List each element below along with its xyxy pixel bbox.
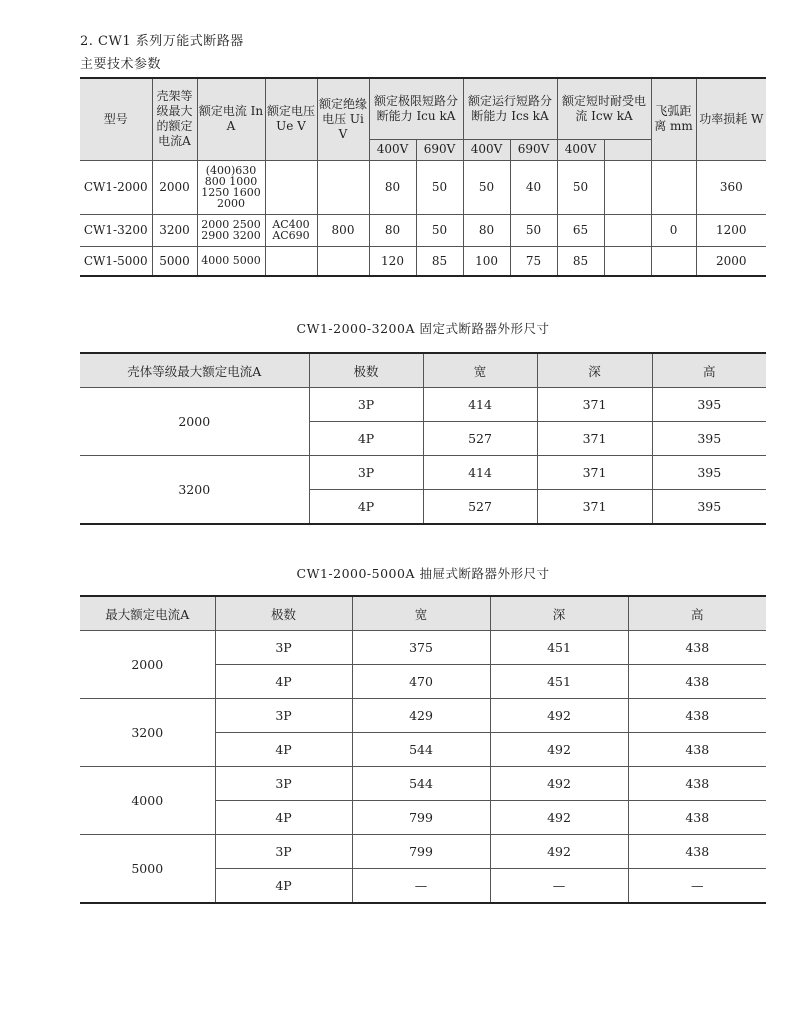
depth-cell: — bbox=[490, 869, 628, 904]
header-insulation-voltage: 额定绝缘电压 Ui V bbox=[317, 78, 369, 160]
current-line: 2900 3200 bbox=[201, 229, 261, 242]
height-cell: 438 bbox=[628, 699, 766, 733]
poles-cell: 3P bbox=[309, 456, 423, 490]
ui-cell bbox=[317, 160, 369, 214]
header-icu-400v: 400V bbox=[369, 139, 416, 160]
ics400-cell: 100 bbox=[463, 246, 510, 276]
current-line: 2000 bbox=[217, 197, 245, 210]
width-cell: 527 bbox=[423, 490, 537, 525]
table-row bbox=[80, 699, 766, 733]
header-ics-690v: 690V bbox=[510, 139, 557, 160]
model-cell: CW1-5000 bbox=[80, 246, 152, 276]
header-poles: 极数 bbox=[215, 596, 352, 631]
ics690-cell: 50 bbox=[510, 214, 557, 246]
depth-cell: 451 bbox=[490, 631, 628, 665]
height-cell: 438 bbox=[628, 801, 766, 835]
icw400-cell: 85 bbox=[557, 246, 604, 276]
header-height: 高 bbox=[628, 596, 766, 631]
table-row bbox=[80, 160, 766, 214]
current-line: (400)630 bbox=[205, 164, 257, 177]
current-cell bbox=[197, 214, 265, 246]
frame-cell: 5000 bbox=[152, 246, 197, 276]
height-cell: 438 bbox=[628, 835, 766, 869]
height-cell: 438 bbox=[628, 767, 766, 801]
voltage-cell bbox=[265, 214, 317, 246]
rating-cell: 4000 bbox=[80, 767, 215, 835]
rating-cell: 2000 bbox=[80, 631, 215, 699]
header-power-loss: 功率损耗 W bbox=[696, 78, 766, 160]
fixed-table-caption: CW1-2000-3200A 固定式断路器外形尺寸 bbox=[296, 321, 550, 336]
depth-cell: 371 bbox=[537, 388, 652, 422]
current-line: 800 1000 bbox=[204, 175, 258, 188]
width-cell: 414 bbox=[423, 456, 537, 490]
height-cell: 395 bbox=[652, 388, 766, 422]
poles-cell: 3P bbox=[309, 388, 423, 422]
header-poles: 极数 bbox=[309, 353, 423, 388]
depth-cell: 371 bbox=[537, 490, 652, 525]
header-icw-400v: 400V bbox=[557, 139, 604, 160]
arc-cell bbox=[651, 246, 696, 276]
icw-empty-cell bbox=[604, 246, 651, 276]
header-width: 宽 bbox=[352, 596, 490, 631]
ui-cell bbox=[317, 246, 369, 276]
poles-cell: 3P bbox=[215, 631, 352, 665]
voltage-cell bbox=[265, 160, 317, 214]
header-depth: 深 bbox=[537, 353, 652, 388]
header-frame-rating: 壳架等级最大的额定电流A bbox=[152, 78, 197, 160]
spec-table bbox=[80, 77, 766, 277]
poles-cell: 4P bbox=[215, 869, 352, 904]
arc-cell: 0 bbox=[651, 214, 696, 246]
depth-cell: 492 bbox=[490, 733, 628, 767]
frame-cell: 3200 bbox=[152, 214, 197, 246]
table-row bbox=[80, 835, 766, 869]
fixed-dimension-table bbox=[80, 352, 766, 525]
voltage-cell bbox=[265, 246, 317, 276]
table-row bbox=[80, 214, 766, 246]
width-cell: 527 bbox=[423, 422, 537, 456]
header-ics-400v: 400V bbox=[463, 139, 510, 160]
model-cell: CW1-3200 bbox=[80, 214, 152, 246]
depth-cell: 492 bbox=[490, 699, 628, 733]
sub-title: 主要技术参数 bbox=[80, 57, 162, 72]
depth-cell: 492 bbox=[490, 801, 628, 835]
loss-cell: 1200 bbox=[696, 214, 766, 246]
height-cell: 438 bbox=[628, 665, 766, 699]
loss-cell: 2000 bbox=[696, 246, 766, 276]
ui-cell: 800 bbox=[317, 214, 369, 246]
arc-cell bbox=[651, 160, 696, 214]
ics400-cell: 80 bbox=[463, 214, 510, 246]
poles-cell: 4P bbox=[215, 733, 352, 767]
current-cell bbox=[197, 160, 265, 214]
height-cell: 438 bbox=[628, 631, 766, 665]
width-cell: 429 bbox=[352, 699, 490, 733]
width-cell: — bbox=[352, 869, 490, 904]
width-cell: 799 bbox=[352, 835, 490, 869]
icu690-cell: 50 bbox=[416, 214, 463, 246]
current-line: 2000 2500 bbox=[201, 218, 261, 231]
icu400-cell: 80 bbox=[369, 160, 416, 214]
table-row bbox=[80, 246, 766, 276]
header-icw-empty bbox=[604, 139, 651, 160]
header-height: 高 bbox=[652, 353, 766, 388]
icw400-cell: 65 bbox=[557, 214, 604, 246]
height-cell: — bbox=[628, 869, 766, 904]
icw400-cell: 50 bbox=[557, 160, 604, 214]
poles-cell: 4P bbox=[309, 422, 423, 456]
model-cell: CW1-2000 bbox=[80, 160, 152, 214]
height-cell: 438 bbox=[628, 733, 766, 767]
icu400-cell: 120 bbox=[369, 246, 416, 276]
poles-cell: 3P bbox=[215, 767, 352, 801]
header-depth: 深 bbox=[490, 596, 628, 631]
icu400-cell: 80 bbox=[369, 214, 416, 246]
header-icu-690v: 690V bbox=[416, 139, 463, 160]
ics690-cell: 40 bbox=[510, 160, 557, 214]
icu690-cell: 50 bbox=[416, 160, 463, 214]
icw-empty-cell bbox=[604, 214, 651, 246]
depth-cell: 492 bbox=[490, 767, 628, 801]
header-rating: 壳体等级最大额定电流A bbox=[80, 353, 309, 388]
header-arc-distance: 飞弧距离 mm bbox=[651, 78, 696, 160]
section-title: 2. CW1 系列万能式断路器 bbox=[80, 34, 244, 49]
depth-cell: 492 bbox=[490, 835, 628, 869]
header-limit-breaking: 额定极限短路分断能力 Icu kA bbox=[369, 78, 463, 139]
width-cell: 544 bbox=[352, 767, 490, 801]
table-row bbox=[80, 456, 766, 490]
drawout-dimension-table bbox=[80, 595, 766, 904]
drawout-table-caption: CW1-2000-5000A 抽屉式断路器外形尺寸 bbox=[296, 566, 550, 581]
width-cell: 414 bbox=[423, 388, 537, 422]
width-cell: 544 bbox=[352, 733, 490, 767]
table-row bbox=[80, 388, 766, 422]
ics690-cell: 75 bbox=[510, 246, 557, 276]
poles-cell: 4P bbox=[215, 665, 352, 699]
poles-cell: 3P bbox=[215, 835, 352, 869]
depth-cell: 451 bbox=[490, 665, 628, 699]
icw-empty-cell bbox=[604, 160, 651, 214]
rating-cell: 3200 bbox=[80, 699, 215, 767]
rating-cell: 2000 bbox=[80, 388, 309, 456]
icu690-cell: 85 bbox=[416, 246, 463, 276]
depth-cell: 371 bbox=[537, 422, 652, 456]
rating-cell: 5000 bbox=[80, 835, 215, 904]
poles-cell: 4P bbox=[215, 801, 352, 835]
depth-cell: 371 bbox=[537, 456, 652, 490]
loss-cell: 360 bbox=[696, 160, 766, 214]
header-rating: 最大额定电流A bbox=[80, 596, 215, 631]
width-cell: 470 bbox=[352, 665, 490, 699]
table-row bbox=[80, 767, 766, 801]
height-cell: 395 bbox=[652, 456, 766, 490]
current-cell: 4000 5000 bbox=[197, 246, 265, 276]
height-cell: 395 bbox=[652, 422, 766, 456]
height-cell: 395 bbox=[652, 490, 766, 525]
voltage-line: AC690 bbox=[272, 229, 310, 242]
header-rated-voltage: 额定电压 Ue V bbox=[265, 78, 317, 160]
poles-cell: 3P bbox=[215, 699, 352, 733]
width-cell: 799 bbox=[352, 801, 490, 835]
header-service-breaking: 额定运行短路分断能力 Ics kA bbox=[463, 78, 557, 139]
header-model: 型号 bbox=[80, 78, 152, 160]
poles-cell: 4P bbox=[309, 490, 423, 525]
frame-cell: 2000 bbox=[152, 160, 197, 214]
ics400-cell: 50 bbox=[463, 160, 510, 214]
voltage-line: AC400 bbox=[272, 218, 310, 231]
width-cell: 375 bbox=[352, 631, 490, 665]
header-rated-current: 额定电流 In A bbox=[197, 78, 265, 160]
current-line: 1250 1600 bbox=[201, 186, 261, 199]
rating-cell: 3200 bbox=[80, 456, 309, 525]
header-width: 宽 bbox=[423, 353, 537, 388]
table-row bbox=[80, 631, 766, 665]
header-short-time: 额定短时耐受电流 Icw kA bbox=[557, 78, 651, 139]
